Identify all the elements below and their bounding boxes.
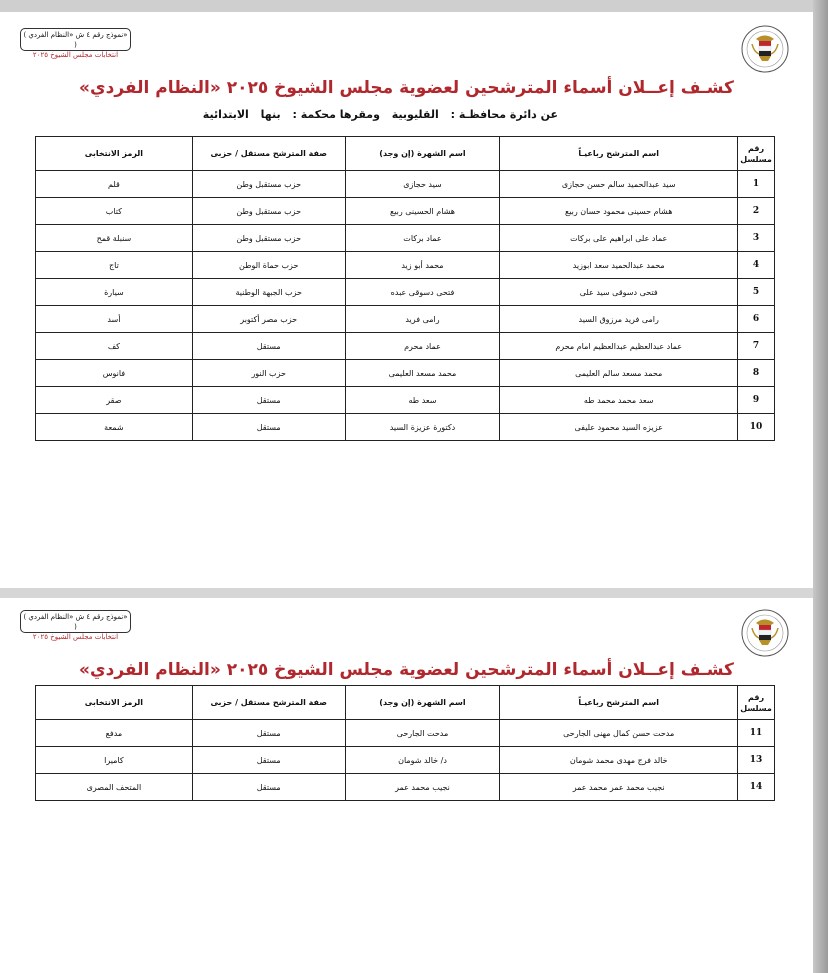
cell-symbol: أسد (36, 306, 193, 333)
cell-fame: فتحى دسوقى عبده (345, 279, 500, 306)
cell-name: سعد محمد محمد طه (500, 387, 738, 414)
court-label: ومقرها محكمة : (292, 108, 380, 121)
col-header-name: اسم المترشح رباعيـاً (500, 686, 738, 720)
cell-name: هشام حسينى محمود حسان ربيع (500, 198, 738, 225)
col-header-fame: اسم الشهرة (إن وجد) (345, 137, 500, 171)
cell-symbol: تاج (36, 252, 193, 279)
cell-num: 14 (738, 774, 775, 801)
cell-fame: محمد مسعد العليمى (345, 360, 500, 387)
col-header-num: رقم مسلسل (738, 137, 775, 171)
cell-capacity: مستقل (192, 747, 345, 774)
district-line (195, 108, 558, 121)
cell-name: عماد على ابراهيم على بركات (500, 225, 738, 252)
table-row (36, 279, 775, 306)
cell-symbol: كف (36, 333, 193, 360)
cell-symbol: فانوس (36, 360, 193, 387)
cell-fame: سعد طه (345, 387, 500, 414)
table-row (36, 414, 775, 441)
cell-symbol: كاميرا (36, 747, 193, 774)
table-row (36, 171, 775, 198)
cell-name: محمد عبدالحميد سعد ابوزيد (500, 252, 738, 279)
table-header-row (36, 686, 775, 720)
table-header-row (36, 137, 775, 171)
egypt-emblem-icon (740, 24, 790, 74)
cell-capacity: حزب النور (192, 360, 345, 387)
table-row (36, 774, 775, 801)
cell-fame: هشام الحسينى ربيع (345, 198, 500, 225)
cell-num: 5 (738, 279, 775, 306)
form-number-line1: ( نموذج رقم ٤ ش «النظام الفردي» ) (23, 613, 128, 631)
form-number-label (20, 610, 131, 641)
cell-num: 6 (738, 306, 775, 333)
egypt-emblem-icon (740, 608, 790, 658)
table-row (36, 720, 775, 747)
cell-capacity: مستقل (192, 414, 345, 441)
page-title: كشـف إعــلان أسماء المترشحين لعضوية مجلس الشيوخ ٢٠٢٥ «النظام الفردي» (79, 78, 734, 98)
cell-capacity: مستقل (192, 387, 345, 414)
cell-fame: دكتورة عزيزة السيد (345, 414, 500, 441)
cell-fame: رامى فريد (345, 306, 500, 333)
table-row (36, 387, 775, 414)
col-header-capacity: صفة المترشح مستقل / حزبى (192, 686, 345, 720)
cell-symbol: صقر (36, 387, 193, 414)
col-header-symbol: الرمز الانتخابى (36, 137, 193, 171)
cell-symbol: سيارة (36, 279, 193, 306)
form-number-line1: ( نموذج رقم ٤ ش «النظام الفردي» ) (23, 31, 128, 49)
cell-capacity: حزب مستقبل وطن (192, 171, 345, 198)
page-title: كشـف إعــلان أسماء المترشحين لعضوية مجلس الشيوخ ٢٠٢٥ «النظام الفردي» (79, 660, 734, 680)
governorate-name: القليوبية (391, 108, 439, 121)
cell-num: 10 (738, 414, 775, 441)
document-page-1 (0, 12, 813, 588)
cell-symbol: كتاب (36, 198, 193, 225)
cell-capacity: حزب الجبهة الوطنية (192, 279, 345, 306)
cell-capacity: مستقل (192, 333, 345, 360)
col-header-fame: اسم الشهرة (إن وجد) (345, 686, 500, 720)
table-row (36, 252, 775, 279)
form-number-line2: انتخابات مجلس الشيوخ ٢٠٢٥ (32, 633, 119, 641)
district-prefix: عن دائرة محافظـة : (450, 108, 558, 121)
cell-capacity: مستقل (192, 720, 345, 747)
cell-capacity: حزب مصر أكتوبر (192, 306, 345, 333)
table-row (36, 198, 775, 225)
viewer-edge-shadow (813, 0, 828, 973)
form-number-label (20, 28, 131, 59)
table-row (36, 306, 775, 333)
cell-capacity: حزب حماة الوطن (192, 252, 345, 279)
cell-symbol: قلم (36, 171, 193, 198)
page-gap (0, 588, 828, 598)
cell-num: 8 (738, 360, 775, 387)
court-city: بنها (260, 108, 281, 121)
cell-symbol: المتحف المصرى (36, 774, 193, 801)
cell-fame: نجيب محمد عمر (345, 774, 500, 801)
cell-num: 11 (738, 720, 775, 747)
cell-fame: د/ خالد شومان (345, 747, 500, 774)
table-row (36, 225, 775, 252)
form-number-line2: انتخابات مجلس الشيوخ ٢٠٢٥ (32, 51, 119, 59)
cell-num: 13 (738, 747, 775, 774)
cell-num: 3 (738, 225, 775, 252)
cell-num: 1 (738, 171, 775, 198)
cell-fame: عماد بركات (345, 225, 500, 252)
document-page-2 (0, 598, 813, 973)
col-header-capacity: صفة المترشح مستقل / حزبى (192, 137, 345, 171)
cell-symbol: مدفع (36, 720, 193, 747)
cell-capacity: مستقل (192, 774, 345, 801)
cell-symbol: شمعة (36, 414, 193, 441)
cell-name: نجيب محمد عمر محمد عمر (500, 774, 738, 801)
col-header-name: اسم المترشح رباعيـاً (500, 137, 738, 171)
cell-name: محمد مسعد سالم العليمى (500, 360, 738, 387)
viewer-top-strip (0, 0, 828, 12)
cell-num: 7 (738, 333, 775, 360)
cell-fame: محمد أبو زيد (345, 252, 500, 279)
cell-num: 4 (738, 252, 775, 279)
cell-name: سيد عبدالحميد سالم حسن حجازى (500, 171, 738, 198)
candidates-table-page-2 (35, 685, 775, 801)
candidates-table-page-1 (35, 136, 775, 441)
cell-fame: سيد حجازى (345, 171, 500, 198)
cell-name: رامى فريد مرزوق السيد (500, 306, 738, 333)
cell-name: عماد عبدالعظيم عبدالعظيم امام محرم (500, 333, 738, 360)
table-row (36, 747, 775, 774)
table-row (36, 333, 775, 360)
cell-capacity: حزب مستقبل وطن (192, 198, 345, 225)
cell-name: خالد فرج مهدى محمد شومان (500, 747, 738, 774)
court-type: الابتدائية (202, 108, 249, 121)
col-header-num: رقم مسلسل (738, 686, 775, 720)
cell-name: عزيزه السيد محمود عليفى (500, 414, 738, 441)
cell-name: مدحت حسن كمال مهنى الجارحى (500, 720, 738, 747)
cell-capacity: حزب مستقبل وطن (192, 225, 345, 252)
cell-num: 2 (738, 198, 775, 225)
col-header-symbol: الرمز الانتخابى (36, 686, 193, 720)
cell-fame: مدحت الجارحى (345, 720, 500, 747)
cell-fame: عماد محرم (345, 333, 500, 360)
cell-symbol: سنبلة قمح (36, 225, 193, 252)
table-row (36, 360, 775, 387)
cell-num: 9 (738, 387, 775, 414)
cell-name: فتحى دسوقى سيد على (500, 279, 738, 306)
